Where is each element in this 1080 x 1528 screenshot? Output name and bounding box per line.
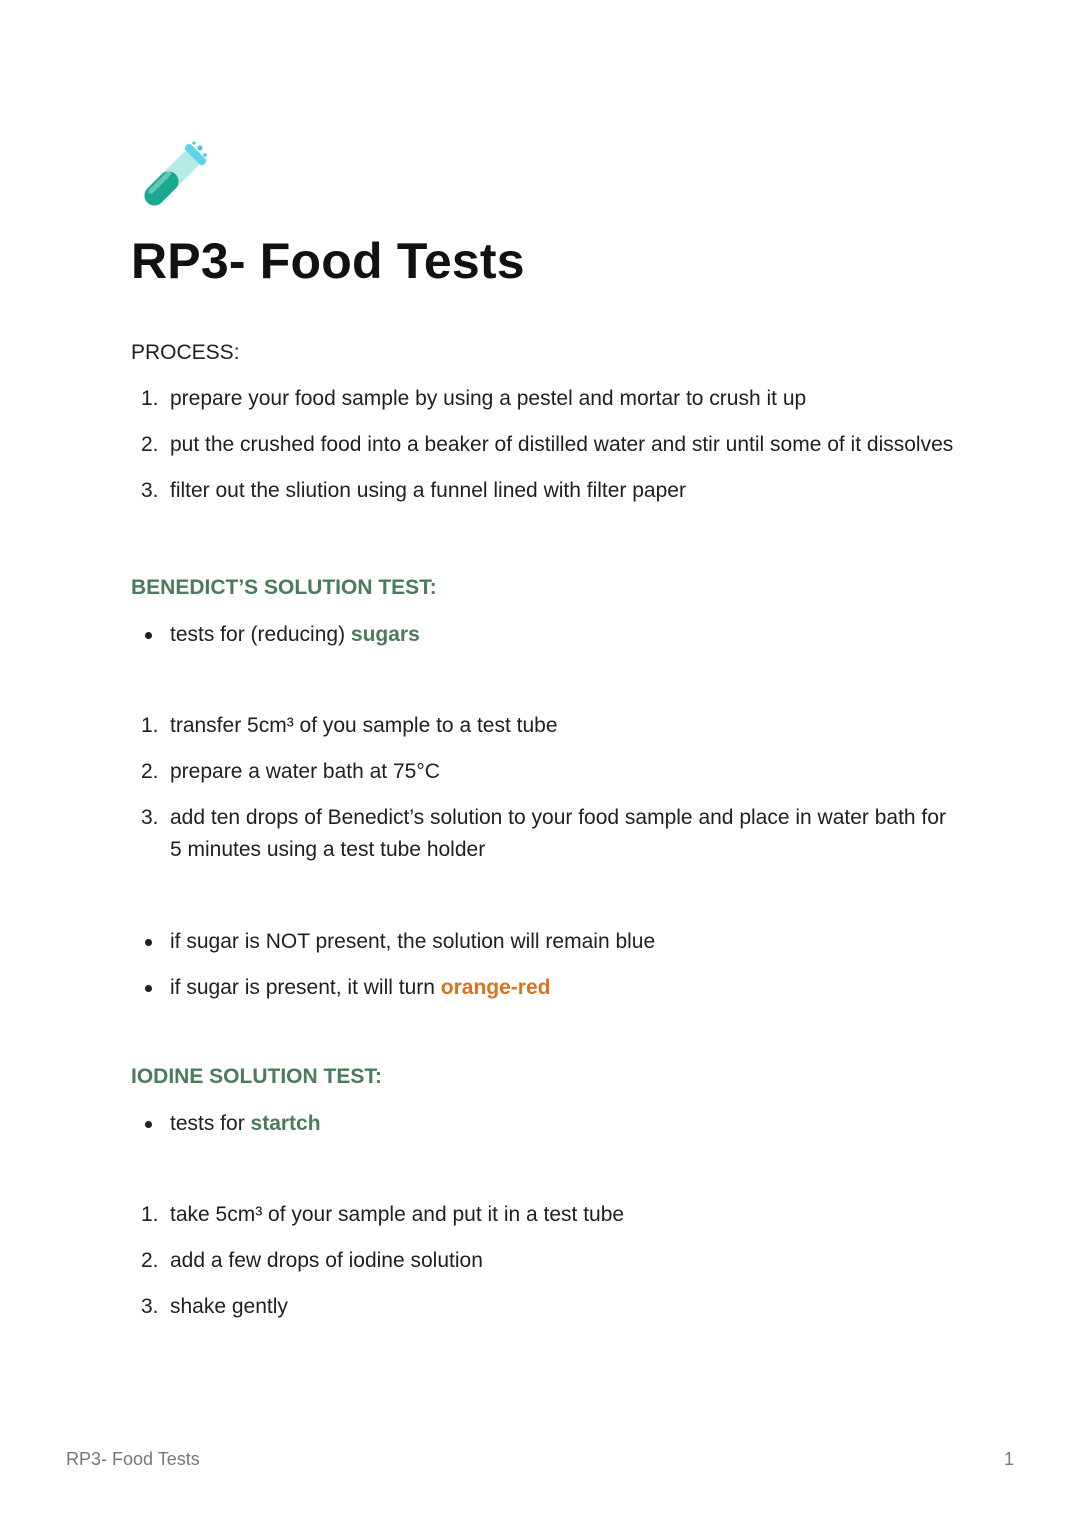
list-item-text: shake gently xyxy=(170,1295,288,1318)
process-steps-list xyxy=(131,383,961,507)
list-item xyxy=(131,756,961,788)
list-item xyxy=(131,926,961,958)
list-item xyxy=(131,1108,961,1140)
purpose-highlight: sugars xyxy=(350,623,420,646)
bullet-icon xyxy=(145,632,152,639)
iodine-steps-list xyxy=(131,1199,961,1323)
list-number: 1. xyxy=(141,1203,159,1226)
list-item-text: prepare a water bath at 75°C xyxy=(170,760,440,783)
list-number: 3. xyxy=(141,479,159,502)
benedicts-results-list xyxy=(131,926,961,1004)
bullet-icon xyxy=(145,1121,152,1128)
list-item xyxy=(131,383,961,415)
purpose-prefix: tests for xyxy=(170,1112,251,1135)
document-title: RP3- Food Tests xyxy=(131,233,525,289)
list-item-text: add a few drops of iodine solution xyxy=(170,1249,483,1272)
list-number: 1. xyxy=(141,714,159,737)
list-number: 2. xyxy=(141,760,159,783)
list-item xyxy=(131,802,961,866)
iodine-heading: IODINE SOLUTION TEST: xyxy=(131,1065,382,1088)
test-tube-icon xyxy=(128,138,212,222)
result-positive-prefix: if sugar is present, it will turn xyxy=(170,976,441,999)
list-item-text: add ten drops of Benedict’s solution to your food sample and place in water bath for 5 minutes using a test tube holder xyxy=(170,806,946,861)
list-item-text: take 5cm³ of your sample and put it in a test tube xyxy=(170,1203,625,1226)
list-number: 2. xyxy=(141,1249,159,1272)
list-number: 1. xyxy=(141,387,159,410)
benedicts-heading: BENEDICT’S SOLUTION TEST: xyxy=(131,576,437,599)
list-item xyxy=(131,619,961,651)
list-item-text: prepare your food sample by using a pestel and mortar to crush it up xyxy=(170,387,807,410)
list-item xyxy=(131,475,961,507)
list-item xyxy=(131,710,961,742)
bullet-icon xyxy=(145,985,152,992)
list-item xyxy=(131,1245,961,1277)
bullet-icon xyxy=(145,939,152,946)
list-item xyxy=(131,972,961,1004)
test-tube-icon-graphic xyxy=(128,138,212,222)
footer-title: RP3- Food Tests xyxy=(66,1449,200,1469)
list-number: 3. xyxy=(141,806,159,829)
list-number: 2. xyxy=(141,433,159,456)
iodine-purpose-list xyxy=(131,1108,961,1140)
list-item-text: put the crushed food into a beaker of distilled water and stir until some of it dissolves xyxy=(170,433,954,456)
benedicts-purpose-list xyxy=(131,619,961,651)
process-label: PROCESS: xyxy=(131,341,240,364)
purpose-prefix: tests for (reducing) xyxy=(170,623,351,646)
list-item-text: filter out the sliution using a funnel lined with filter paper xyxy=(170,479,686,502)
purpose-highlight: startch xyxy=(250,1112,321,1135)
list-item xyxy=(131,429,961,461)
result-negative: if sugar is NOT present, the solution will remain blue xyxy=(170,930,656,953)
list-item xyxy=(131,1199,961,1231)
list-item-text: transfer 5cm³ of you sample to a test tube xyxy=(170,714,558,737)
document-body xyxy=(131,338,961,1337)
result-positive-highlight: orange-red xyxy=(440,976,551,999)
list-item xyxy=(131,1291,961,1323)
benedicts-steps-list xyxy=(131,710,961,866)
footer-page-number: 1 xyxy=(1003,1449,1014,1469)
list-number: 3. xyxy=(141,1295,159,1318)
